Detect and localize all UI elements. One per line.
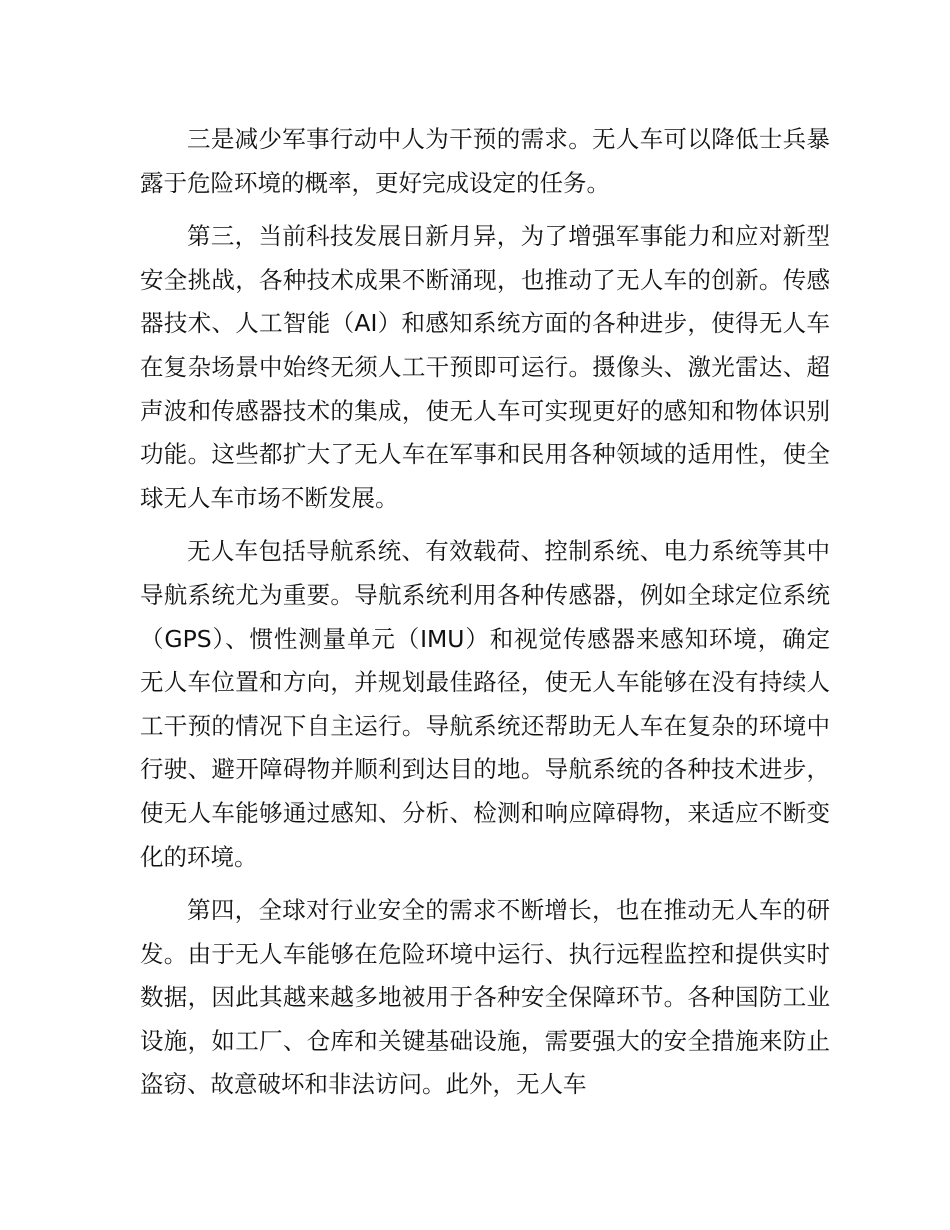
paragraph-1: 三是减少军事行动中人为干预的需求。无人车可以降低士兵暴露于危险环境的概率，更好完成设定的任务。 — [140, 125, 830, 197]
paragraph-2: 第三，当前科技发展日新月异，为了增强军事能力和应对新型安全挑战，各种技术成果不断涌现，也推动了无人车的创新。传感器技术、人工智能（AI）和感知系统方面的各种进步，使得无人车在复杂场景中始终无须人工干预即可运行。摄像头、激光雷达、超声波和传感器技术的集成，使无人车可实现更好的感知和物体识别功能。这些都扩大了无人车在军事和民用各种领域的适用性，使全球无人车市场不断发展。 — [140, 222, 830, 512]
document-body — [140, 118, 830, 1117]
paragraph-4: 第四，全球对行业安全的需求不断增长，也在推动无人车的研发。由于无人车能够在危险环境中运行、执行远程监控和提供实时数据，因此其越来越多地被用于各种安全保障环节。各种国防工业设施，如工厂、仓库和关键基础设施，需要强大的安全措施来防止盗窃、故意破坏和非法访问。此外，无人车 — [140, 896, 830, 1099]
paragraph-3: 无人车包括导航系统、有效载荷、控制系统、电力系统等其中导航系统尤为重要。导航系统利用各种传感器，例如全球定位系统（GPS）、惯性测量单元（IMU）和视觉传感器来感知环境，确定无人车位置和方向，并规划最佳路径，使无人车能够在没有持续人工干预的情况下自主运行。导航系统还帮助无人车在复杂的环境中行驶、避开障碍物并顺利到达目的地。导航系统的各种技术进步，使无人车能够通过感知、分析、检测和响应障碍物，来适应不断变化的环境。 — [140, 537, 830, 871]
